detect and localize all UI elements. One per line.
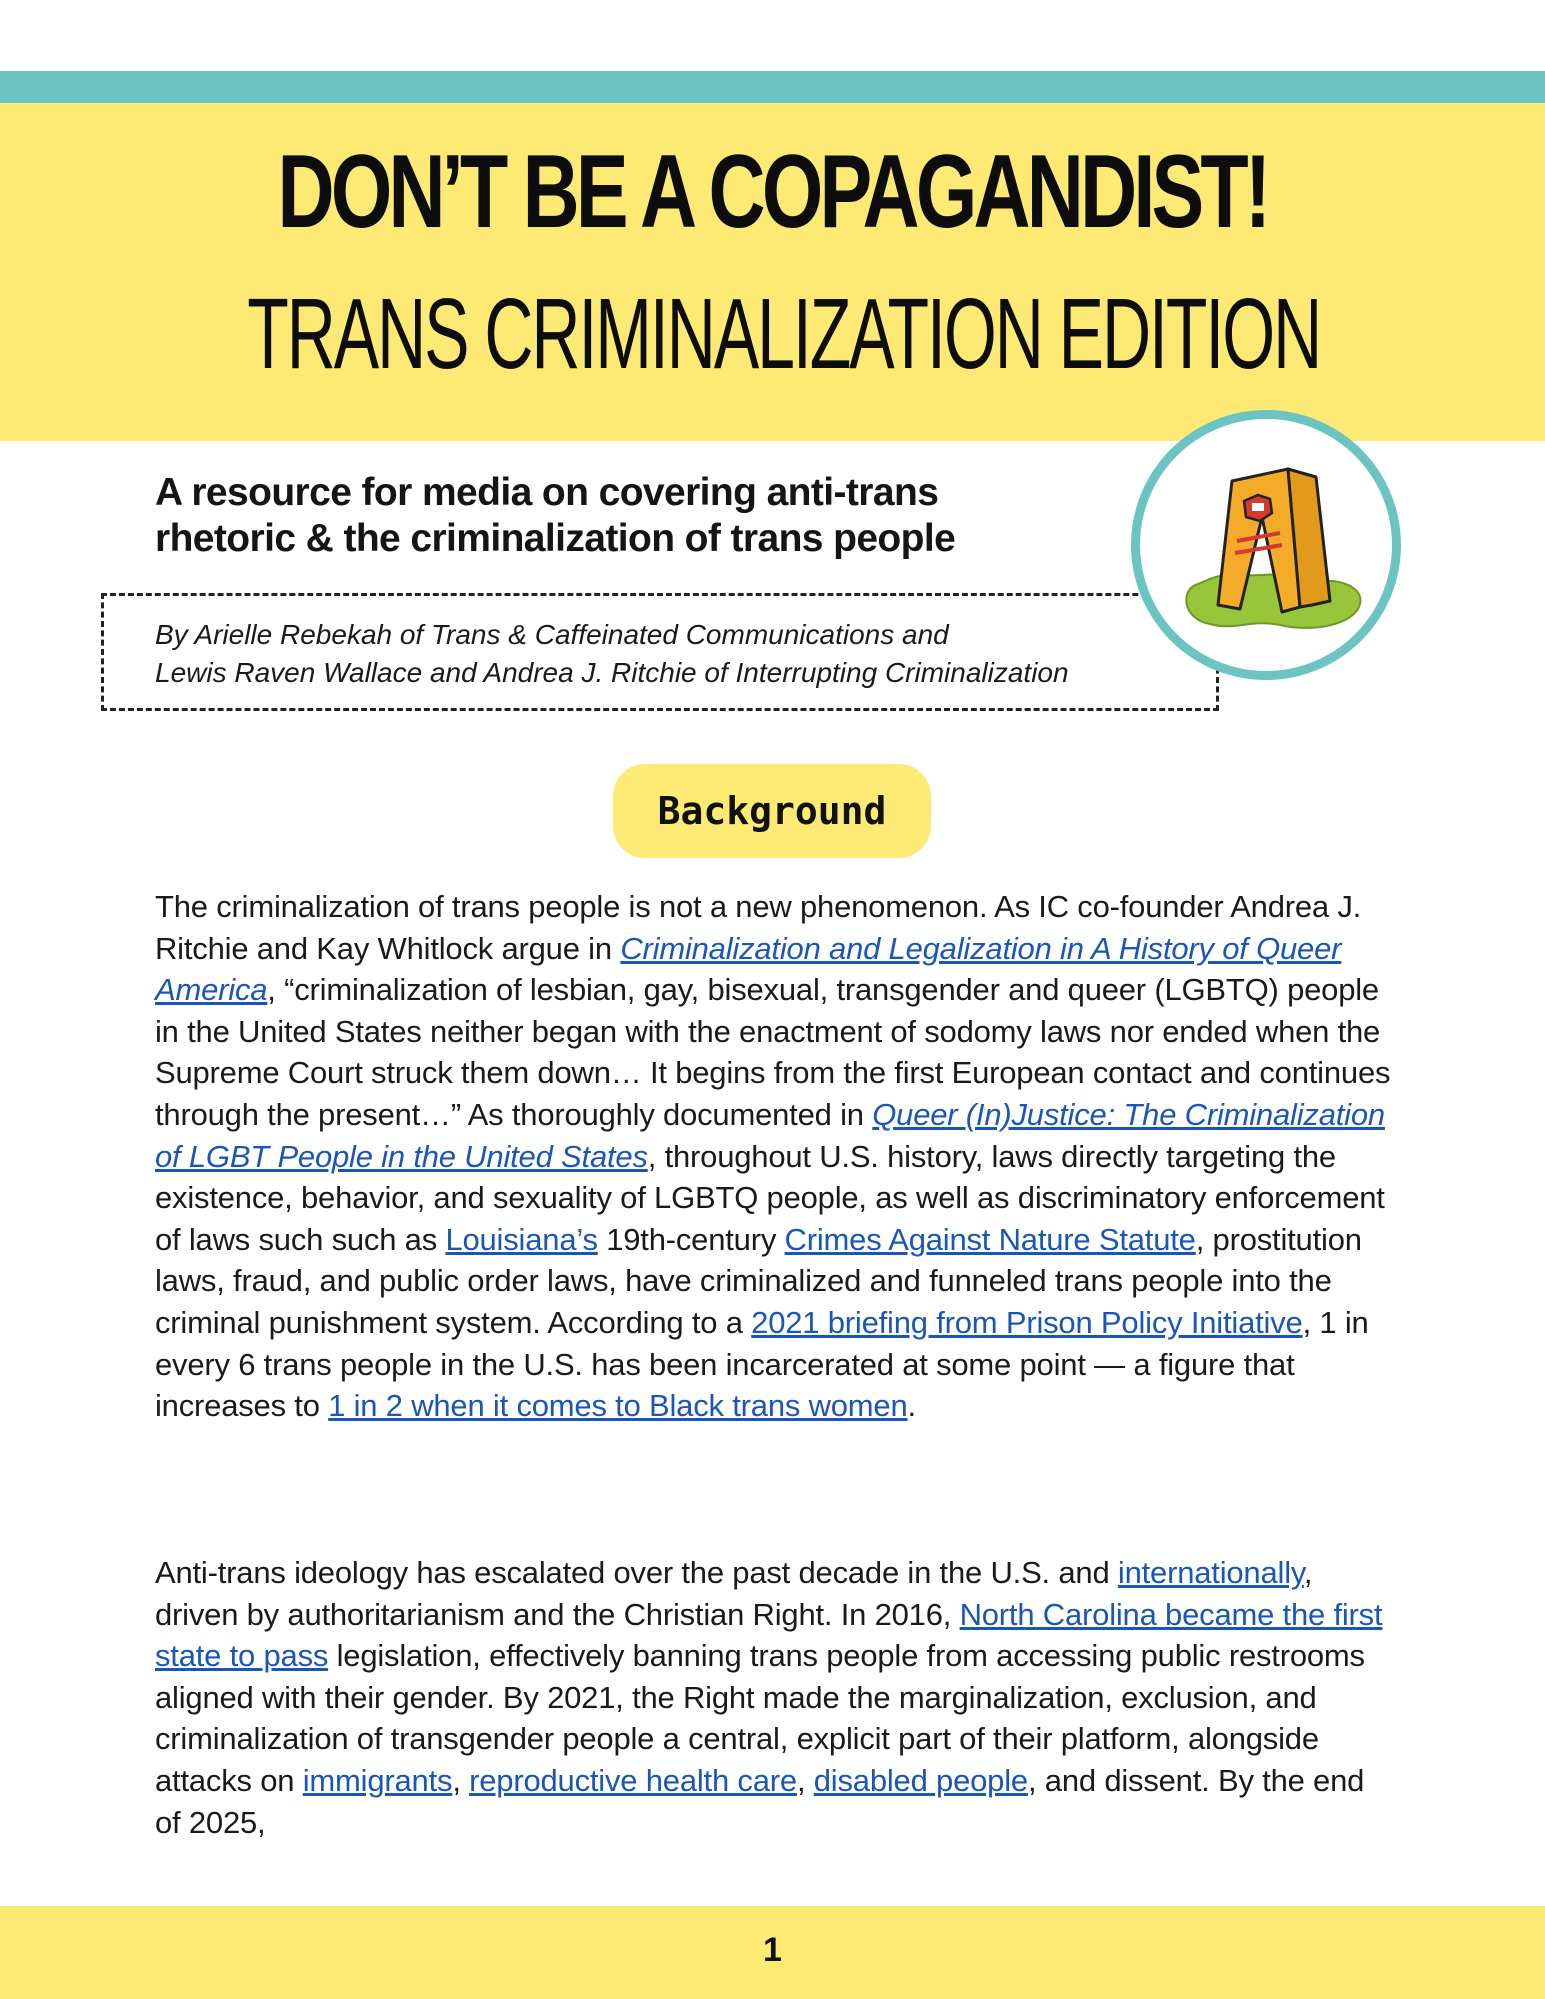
- background-paragraph-1: [155, 886, 1395, 1427]
- paragraph-text: legislation, effectively banning trans people from accessing public restrooms aligned with their gender. By 2021, the Right made the marginalization, exclusion, and criminalization of transgender people a central, explicit part of their platform, alongside attacks on: [155, 1638, 1365, 1798]
- link-north-carolina[interactable]: North Carolina became the first state to pass: [155, 1596, 1383, 1674]
- paragraph-text: Anti-trans ideology has escalated over the past decade in the U.S. and: [155, 1555, 1118, 1590]
- link-crimes-against-nature-statute[interactable]: Crimes Against Nature Statute: [784, 1221, 1196, 1257]
- paragraph-text: , and dissent. By the end of 2025,: [155, 1762, 1365, 1840]
- paragraph-text: ,: [796, 1762, 814, 1798]
- link-internationally[interactable]: internationally: [1117, 1555, 1304, 1590]
- link-disabled-people[interactable]: disabled people: [813, 1762, 1028, 1798]
- link-2021-briefing[interactable]: 2021 briefing from Prison Policy Initiative: [751, 1304, 1303, 1340]
- page-subtitle: TRANS CRIMINALIZATION EDITION: [247, 278, 1321, 390]
- link-immigrants[interactable]: immigrants: [302, 1762, 453, 1798]
- link-louisiana[interactable]: Louisiana’s: [445, 1221, 598, 1257]
- paragraph-text: ,: [452, 1762, 470, 1798]
- paragraph-text: The criminalization of trans people is not a new phenomenon. As IC co-founder Andrea J. Ritchie and Kay Whitlock argue in: [155, 889, 1362, 966]
- paragraph-text: , driven by authoritarianism and the Christian Right. In 2016,: [155, 1555, 1313, 1632]
- resource-description: [155, 470, 1095, 562]
- paragraph-text: , throughout U.S. history, laws directly targeting the existence, behavior, and sexuality of LGBTQ people, as well as discriminatory enforcement of laws such such as: [155, 1138, 1385, 1257]
- byline: [155, 616, 1195, 692]
- paragraph-text: , prostitution laws, fraud, and public order laws, have criminalized and funneled trans people into the criminal punishment system. According to a: [155, 1221, 1362, 1340]
- link-queer-injustice[interactable]: Queer (In)Justice: The Criminalization of LGBT People in the United States: [155, 1096, 1385, 1174]
- top-accent-stripe: [0, 71, 1545, 103]
- paragraph-text: .: [907, 1388, 916, 1424]
- link-criminalization-and-legalization[interactable]: Criminalization and Legalization in A History of Queer America: [155, 930, 1342, 1008]
- page-number: 1: [763, 1931, 782, 1969]
- resource-description-line: A resource for media on covering anti-trans: [155, 471, 939, 514]
- byline-line: Lewis Raven Wallace and Andrea J. Ritchie of Interrupting Criminalization: [155, 657, 1069, 688]
- page-title: DON’T BE A COPAGANDIST!: [277, 134, 1268, 250]
- resource-description-line: rhetoric & the criminalization of trans people: [155, 517, 956, 560]
- section-heading-background: Background: [613, 764, 931, 858]
- paragraph-text: , 1 in every 6 trans people in the U.S. has been incarcerated at some point — a figure that increases to: [155, 1304, 1369, 1424]
- link-1-in-2-black-trans-women[interactable]: 1 in 2 when it comes to Black trans women: [328, 1388, 908, 1424]
- paragraph-text: 19th-century: [597, 1221, 785, 1257]
- byline-line: By Arielle Rebekah of Trans & Caffeinated Communications and: [155, 619, 949, 650]
- paragraph-text: , “criminalization of lesbian, gay, bisexual, transgender and queer (LGBTQ) people in the United States neither began with the enactment of sodomy laws nor ended when the Supreme Court struck them down… It begins from the first European contact and continues through the present…” As thoroughly documented in: [155, 972, 1391, 1132]
- wet-floor-sign-icon: [1131, 410, 1401, 680]
- link-reproductive-health-care[interactable]: reproductive health care: [469, 1762, 797, 1798]
- background-paragraph-2: [155, 1552, 1395, 1843]
